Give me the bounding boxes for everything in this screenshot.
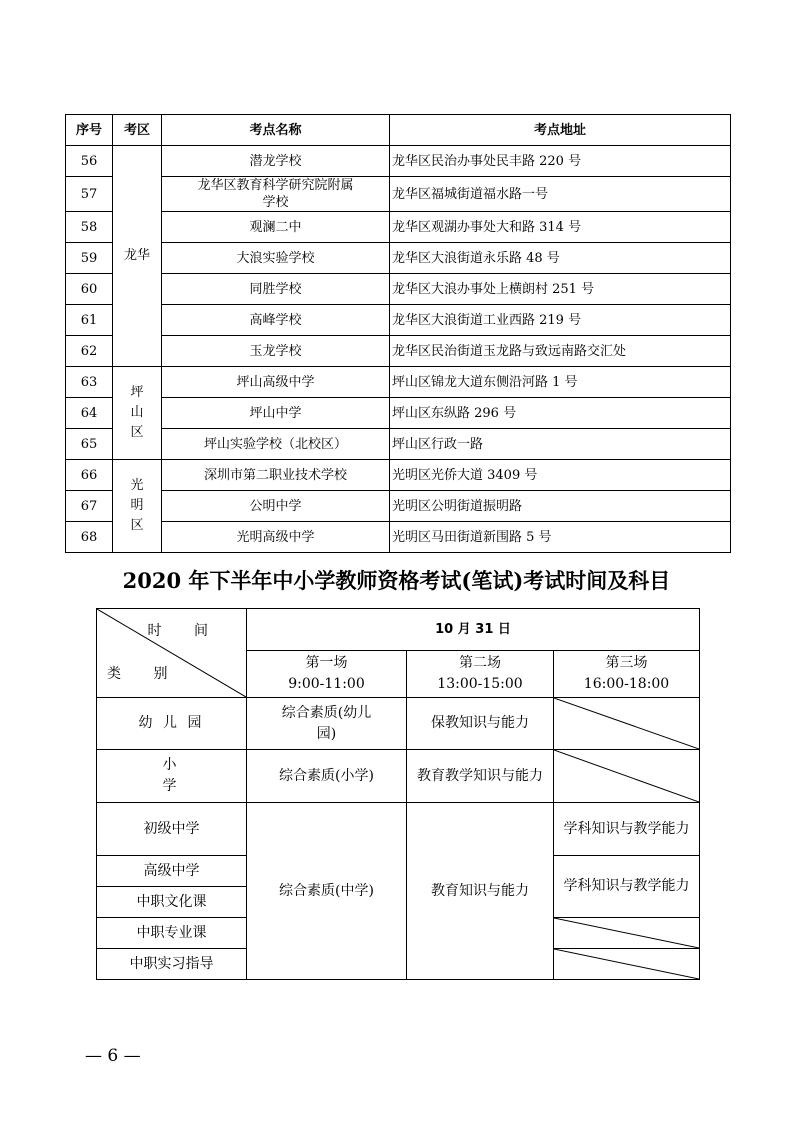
page-number: — 6 — (85, 1046, 141, 1066)
row-seq: 58 (66, 212, 113, 243)
kindergarten-session-1: 综合素质(幼儿园) (247, 698, 407, 750)
category-vocational-practice: 中职实习指导 (97, 949, 247, 980)
row-site-address: 龙华区民治街道玉龙路与致远南路交汇处 (390, 336, 731, 367)
table-row (66, 305, 731, 336)
corner-time-label: 时 间 (147, 623, 222, 639)
session-3-name: 第三场 (605, 655, 648, 671)
category-junior: 初级中学 (97, 803, 247, 856)
category-kindergarten: 幼 儿 园 (97, 698, 247, 750)
table-row (66, 522, 731, 553)
row-site-name: 公明中学 (162, 491, 390, 522)
zone-longhua: 龙华 (113, 146, 162, 367)
table-row (66, 274, 731, 305)
zone-pingshan-label: 坪山区 (130, 385, 144, 440)
header-seq: 序号 (66, 115, 113, 146)
table-row (66, 491, 731, 522)
category-senior: 高级中学 (97, 856, 247, 887)
schedule-title: 2020 年下半年中小学教师资格考试(笔试)考试时间及科目 (122, 568, 671, 593)
row-seq: 66 (66, 460, 113, 491)
empty-cell-diagonal (554, 918, 699, 948)
zone-pingshan (113, 367, 162, 460)
row-seq: 59 (66, 243, 113, 274)
session-2-name: 第二场 (459, 655, 501, 671)
row-seq: 63 (66, 367, 113, 398)
senior-session-3: 学科知识与教学能力 (554, 856, 700, 918)
row-site-address: 光明区马田街道新围路 5 号 (390, 522, 731, 553)
session-2-time: 13:00-15:00 (437, 676, 523, 692)
corner-header-cell (97, 609, 247, 698)
zone-guangming-label: 光明区 (130, 478, 144, 533)
table-row (66, 460, 731, 491)
header-address: 考点地址 (390, 115, 731, 146)
row-site-address: 龙华区观湖办事处大和路 314 号 (390, 212, 731, 243)
row-site-name: 潜龙学校 (162, 146, 390, 177)
kindergarten-session-3-empty (554, 698, 700, 750)
row-site-name: 光明高级中学 (162, 522, 390, 553)
header-zone: 考区 (113, 115, 162, 146)
table-row (66, 212, 731, 243)
row-seq: 65 (66, 429, 113, 460)
row-seq: 56 (66, 146, 113, 177)
row-site-name: 龙华区教育科学研究院附属学校 (162, 177, 390, 212)
category-vocational-major: 中职专业课 (97, 918, 247, 949)
category-vocational-culture: 中职文化课 (97, 887, 247, 918)
exam-date: 10 月 31 日 (247, 609, 700, 651)
row-site-address: 龙华区民治办事处民丰路 220 号 (390, 146, 731, 177)
row-site-name: 坪山中学 (162, 398, 390, 429)
session-1-header (247, 651, 407, 698)
zone-guangming (113, 460, 162, 553)
table-row (66, 367, 731, 398)
row-site-address: 龙华区大浪街道永乐路 48 号 (390, 243, 731, 274)
session-2-header (407, 651, 554, 698)
row-site-address: 龙华区大浪办事处上横朗村 251 号 (390, 274, 731, 305)
row-site-name: 观澜二中 (162, 212, 390, 243)
empty-cell-diagonal (554, 698, 699, 749)
row-site-address: 龙华区大浪街道工业西路 219 号 (390, 305, 731, 336)
primary-session-3-empty (554, 750, 700, 803)
session-3-header (554, 651, 700, 698)
table-row (66, 398, 731, 429)
row-site-name: 同胜学校 (162, 274, 390, 305)
row-seq: 61 (66, 305, 113, 336)
table-row (66, 146, 731, 177)
exam-sites-table (65, 114, 731, 553)
table-header-row (66, 115, 731, 146)
vocational-practice-session-3-empty (554, 949, 700, 980)
row-site-name: 坪山高级中学 (162, 367, 390, 398)
primary-session-1: 综合素质(小学) (247, 750, 407, 803)
row-site-address: 光明区光侨大道 3409 号 (390, 460, 731, 491)
table-row (66, 243, 731, 274)
middle-session-2: 教育知识与能力 (407, 803, 554, 980)
primary-session-2: 教育教学知识与能力 (407, 750, 554, 803)
row-site-address: 坪山区行政一路 (390, 429, 731, 460)
row-site-name: 大浪实验学校 (162, 243, 390, 274)
row-site-name: 坪山实验学校（北校区） (162, 429, 390, 460)
row-site-name: 深圳市第二职业技术学校 (162, 460, 390, 491)
empty-cell-diagonal (554, 750, 699, 802)
session-1-name: 第一场 (305, 655, 348, 671)
middle-session-1: 综合素质(中学) (247, 803, 407, 980)
table-row (66, 177, 731, 212)
row-site-address: 坪山区锦龙大道东侧沿河路 1 号 (390, 367, 731, 398)
row-site-address: 坪山区东纵路 296 号 (390, 398, 731, 429)
row-seq: 64 (66, 398, 113, 429)
row-seq: 62 (66, 336, 113, 367)
row-site-name: 玉龙学校 (162, 336, 390, 367)
corner-category-label: 类 别 (107, 666, 182, 682)
table-row (66, 336, 731, 367)
table-row (66, 429, 731, 460)
row-site-address: 光明区公明街道振明路 (390, 491, 731, 522)
session-1-time: 9:00-11:00 (288, 676, 365, 692)
empty-cell-diagonal (554, 949, 699, 979)
row-seq: 57 (66, 177, 113, 212)
category-primary: 小 学 (97, 750, 247, 803)
junior-session-3: 学科知识与教学能力 (554, 803, 700, 856)
exam-schedule-table (96, 608, 700, 980)
kindergarten-session-2: 保教知识与能力 (407, 698, 554, 750)
row-site-address: 龙华区福城街道福水路一号 (390, 177, 731, 212)
row-seq: 60 (66, 274, 113, 305)
vocational-major-session-3-empty (554, 918, 700, 949)
row-site-name: 高峰学校 (162, 305, 390, 336)
row-seq: 67 (66, 491, 113, 522)
header-name: 考点名称 (162, 115, 390, 146)
session-3-time: 16:00-18:00 (583, 676, 670, 692)
row-seq: 68 (66, 522, 113, 553)
